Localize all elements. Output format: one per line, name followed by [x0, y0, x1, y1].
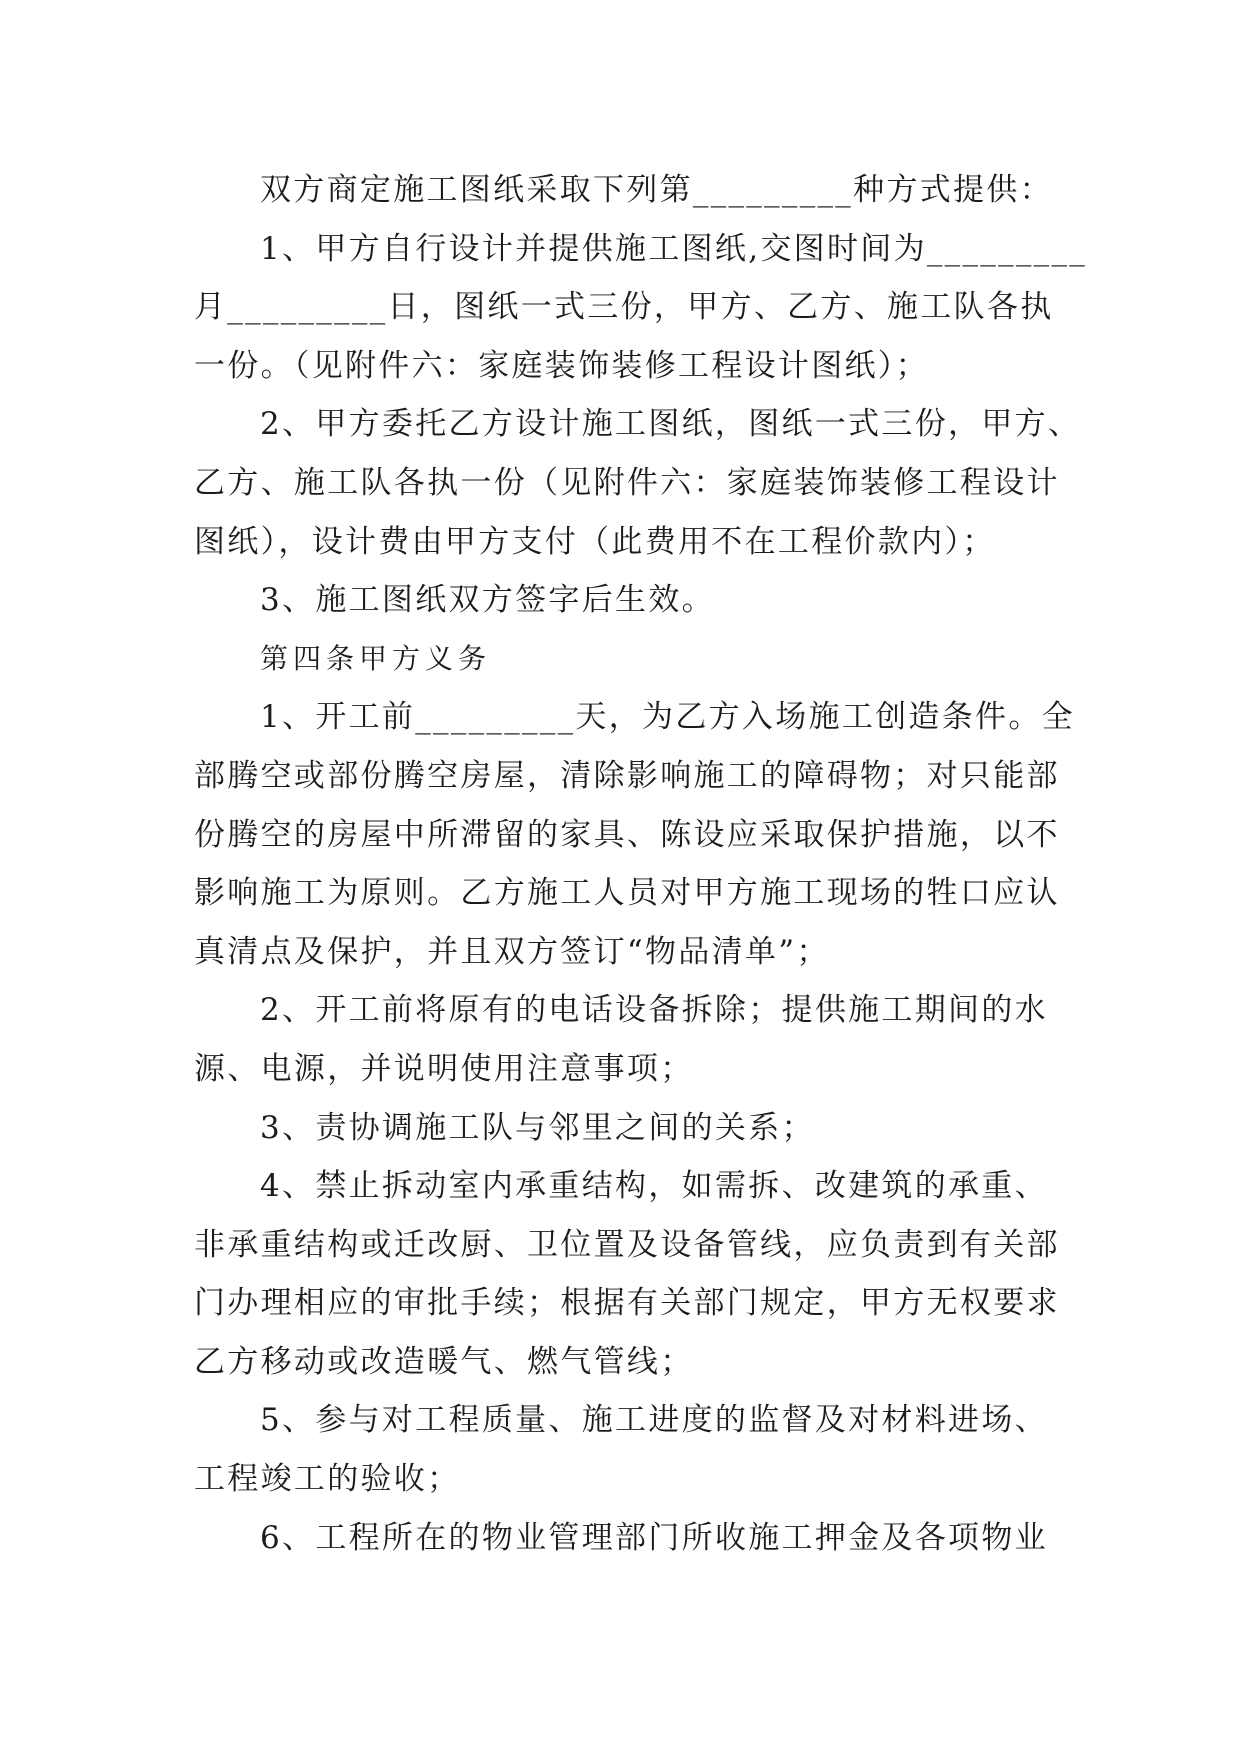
text-line: 图纸），设计费由甲方支付（此费用不在工程价款内）； [194, 523, 996, 560]
obligation-4-structure [194, 1157, 1121, 1391]
text-line: 1、甲方自行设计并提供施工图纸,交图时间为_________ [260, 230, 1088, 267]
obligation-5-inspection [194, 1391, 1121, 1508]
text-line: 5、参与对工程质量、施工进度的监督及对材料进场、 [260, 1402, 1048, 1439]
text-line: 2、开工前将原有的电话设备拆除；提供施工期间的水 [260, 992, 1048, 1029]
clause-2-contractor-design [194, 395, 1121, 571]
text-line: 工程竣工的验收； [194, 1461, 461, 1498]
section-heading-article-4 [194, 630, 1121, 689]
text-line: 乙方、施工队各执一份（见附件六：家庭装饰装修工程设计 [194, 464, 1060, 501]
text-line: 部腾空或部份腾空房屋，清除影响施工的障碍物；对只能部 [194, 757, 1060, 794]
text-line: 3、责协调施工队与邻里之间的关系； [260, 1109, 815, 1146]
text-line: 一份。（见附件六：家庭装饰装修工程设计图纸）； [194, 347, 929, 384]
text-line: 真清点及保护，并且双方签订“物品清单”； [194, 933, 830, 970]
text-line: 源、电源，并说明使用注意事项； [194, 1050, 694, 1087]
text-line: 非承重结构或迁改厨、卫位置及设备管线，应负责到有关部 [194, 1226, 1060, 1263]
text-line: 份腾空的房屋中所滞留的家具、陈设应采取保护措施，以不 [194, 816, 1060, 853]
obligation-6-property-fees [194, 1509, 1121, 1568]
text-line: 2、甲方委托乙方设计施工图纸，图纸一式三份，甲方、 [260, 406, 1082, 443]
text-line: 3、施工图纸双方签字后生效。 [260, 582, 715, 619]
text-line: 乙方移动或改造暖气、燃气管线； [194, 1343, 694, 1380]
obligation-2-utilities [194, 981, 1121, 1098]
clause-3-signature-effective [194, 571, 1121, 630]
section-heading: 第四条甲方义务 [260, 641, 492, 675]
text-line: 门办理相应的审批手续；根据有关部门规定，甲方无权要求 [194, 1285, 1060, 1322]
text-line: 1、开工前_________天，为乙方入场施工创造条件。全 [260, 699, 1075, 736]
obligation-3-neighbors [194, 1099, 1121, 1158]
text-line: 4、禁止拆动室内承重结构，如需拆、改建筑的承重、 [260, 1168, 1048, 1205]
text-line: 6、工程所在的物业管理部门所收施工押金及各项物业 [260, 1519, 1048, 1556]
text-line: 月_________日，图纸一式三份，甲方、乙方、施工队各执 [194, 289, 1054, 326]
text-line: 影响施工为原则。乙方施工人员对甲方施工现场的牲口应认 [194, 875, 1060, 912]
paragraph-drawing-provision [194, 161, 1121, 220]
text-line: 双方商定施工图纸采取下列第_________种方式提供： [260, 172, 1053, 208]
obligation-1-site-preparation [194, 688, 1121, 981]
clause-1-owner-design [194, 220, 1121, 396]
